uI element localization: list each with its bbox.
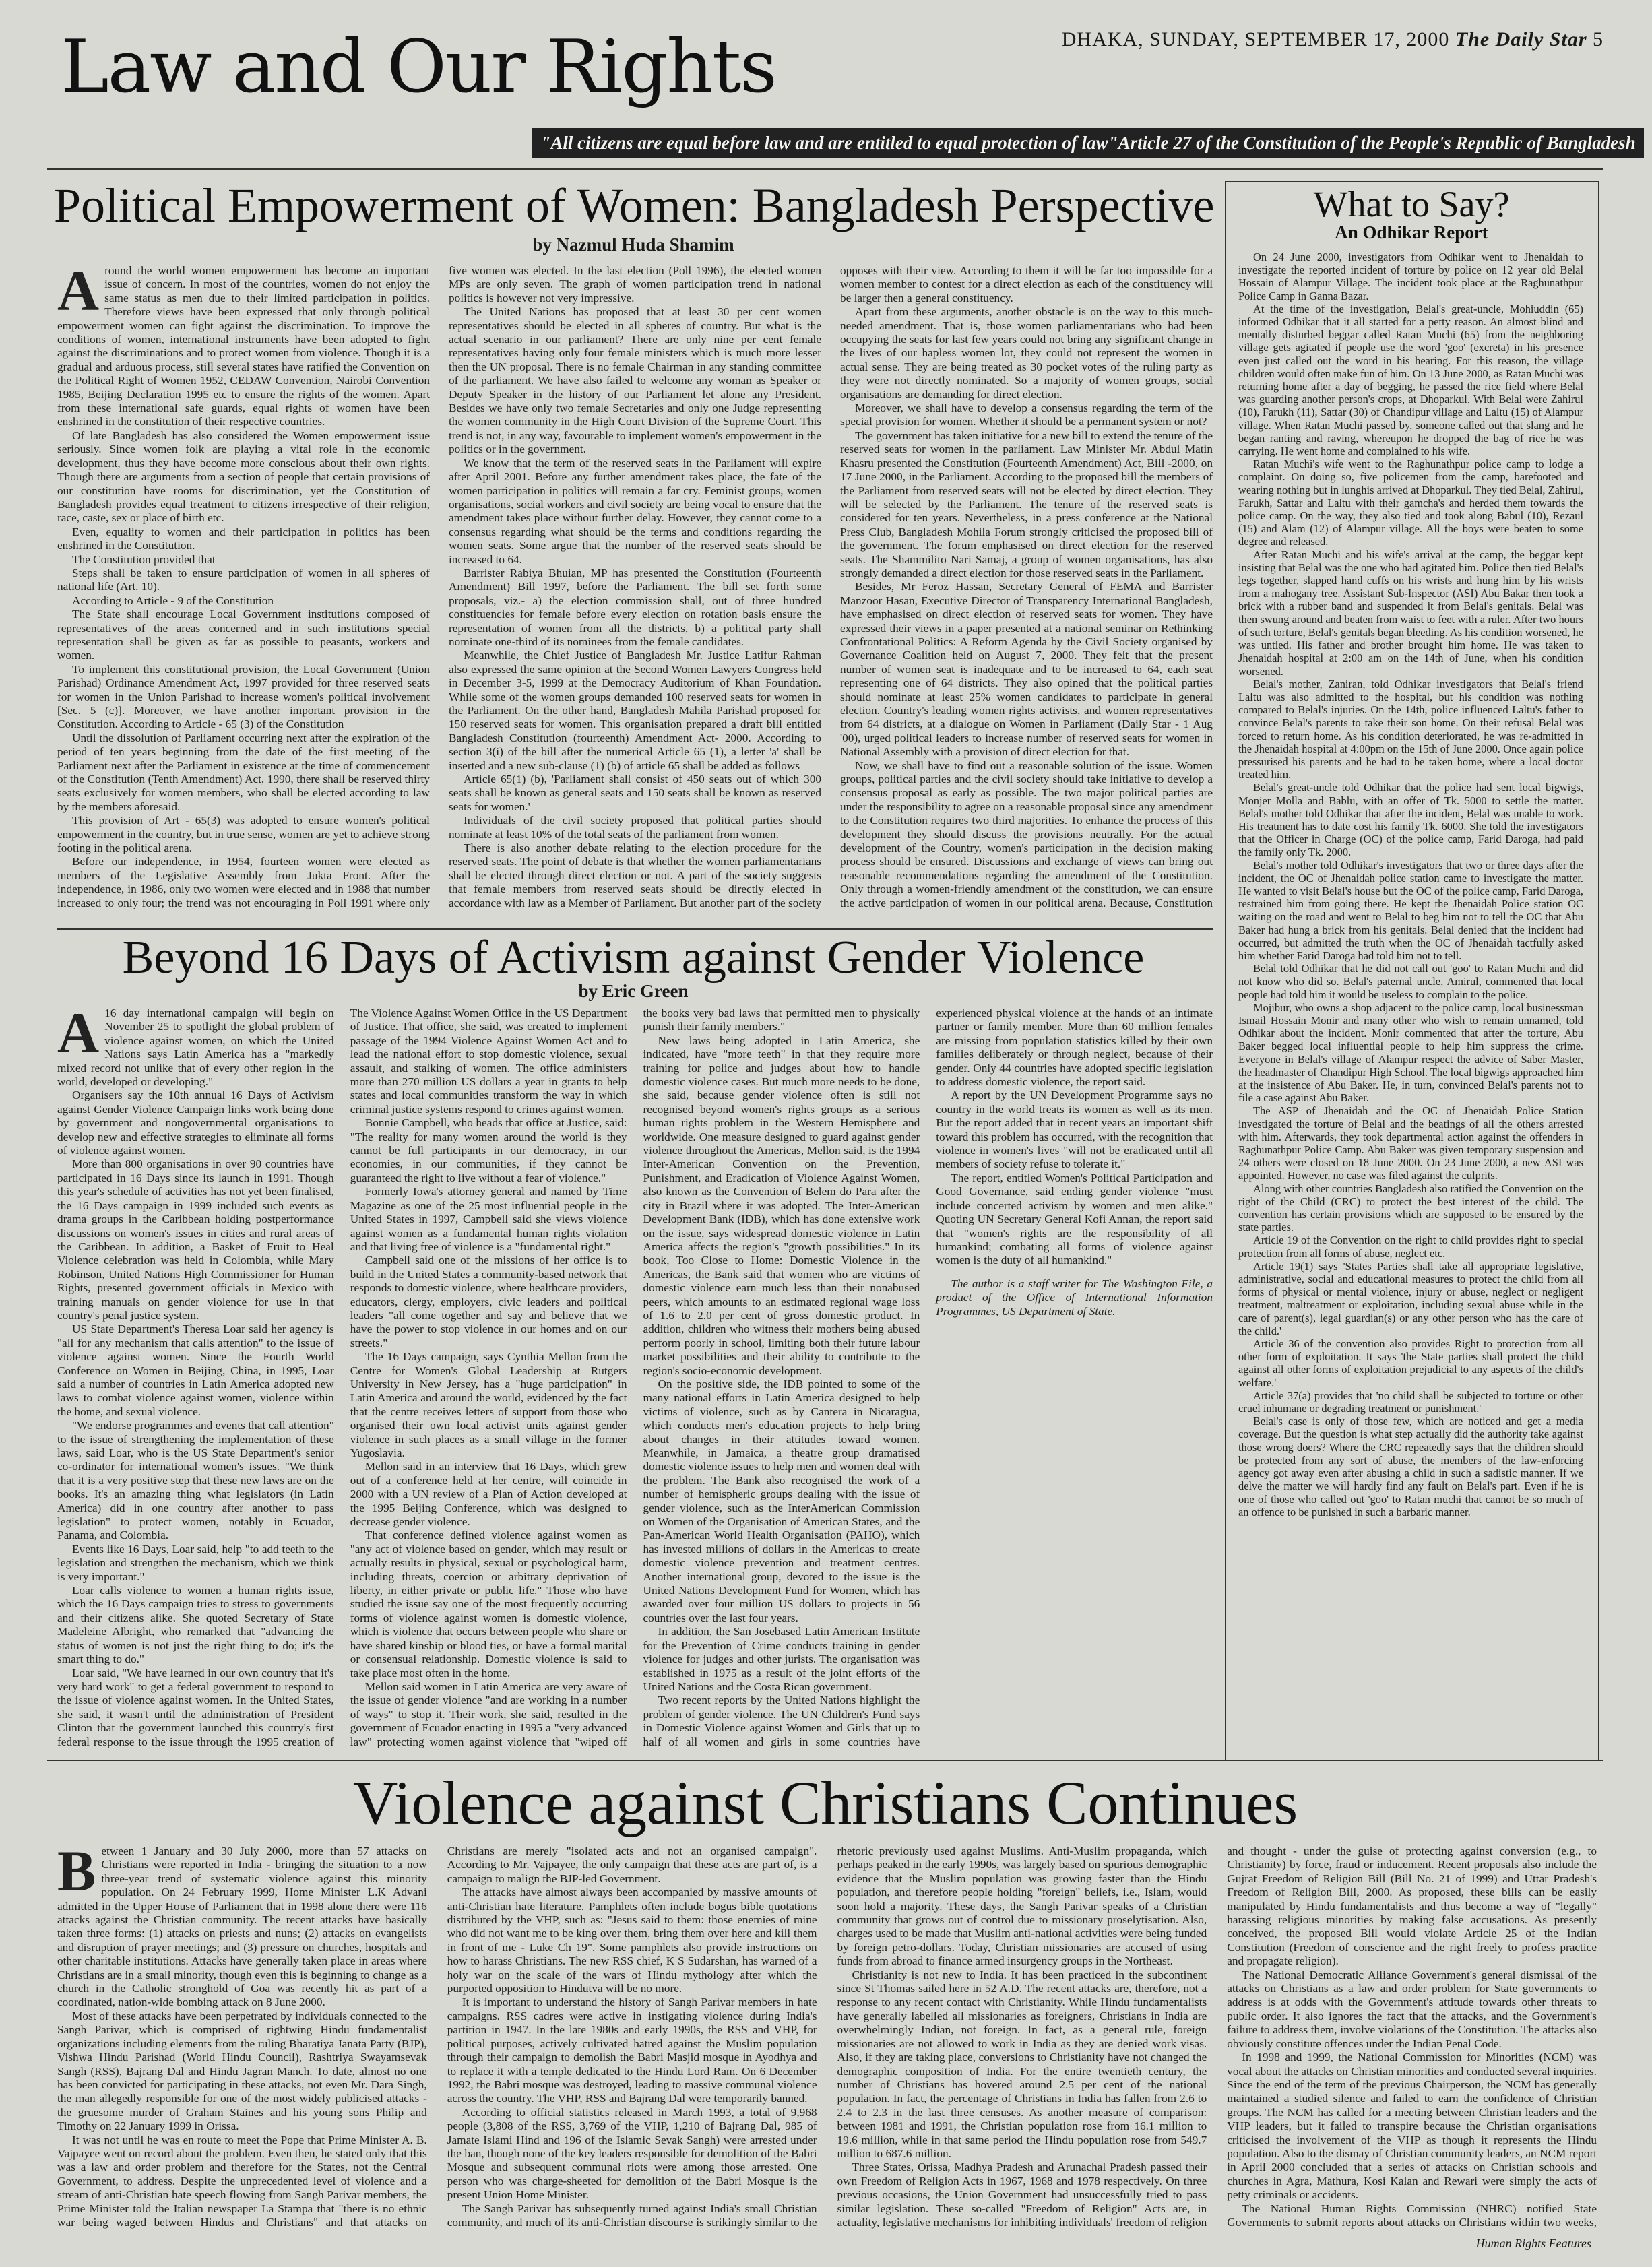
sidebar-paragraph-text: At the time of the investigation, Belal's great-uncle, Mohiuddin (65) informed Odhikar that it all started for a petty reason. An almost blind and mentally disturbed beggar called Ratan Muchi (65) from the neighboring village gets agitated if people use the word 'goo' (excreta) in his presence even just called out the word in his hearing. For this reason, the village children would often make fun of him. On 13 June 2000, as Ratan Muchi was returning home after a day of begging, he passed the rice field where Belal was guarding another person's crops, at Dhoparkul. With Belal were Zahirul (10), Farukh (11), Sattar (30) of Chandipur village and Laltu (15) of Alampur village. When Ratan Muchi passed by, someone called out that slang and he began ranting and raving, whereupon he dropped the bag of rice he was carrying. He went home and complained to his wife. (1238, 302, 1583, 458)
sidebar-paragraph (1238, 457, 1583, 548)
article1-paragraph (449, 773, 821, 814)
article1-paragraph-text: Even, equality to women and their participation in politics has been enshrined in the Constitution. (57, 525, 430, 552)
paper-name: The Daily Star (1455, 28, 1587, 51)
sidebar-paragraph-text: Article 19 of the Convention on the right to child provides right to special protection from all forms of abuse, neglect etc. (1238, 1234, 1583, 1260)
sidebar-paragraph (1238, 1389, 1583, 1415)
masthead-rule (47, 168, 1603, 170)
sidebar-paragraph (1238, 1337, 1583, 1389)
sidebar-paragraph-text: Belal's case is only of those few, which are noticed and get a media coverage. But the question is what step actually did the authority take against those wrong doers? Where the CRC repeatedly says that the children should be protected from any sort of abuse, the members of the law-enforcing agency got away even after abusing a child in such a sadistic manner. If we delve the matter we will hardly find any fault on Belal's part. Even if he is one of those who called out 'goo' to Ratan muchi that cannot be so much of an offence to be punished in such a barbaric manner. (1238, 1415, 1583, 1519)
article2-paragraph-text: In addition, the San Josebased Latin American Institute for the Prevention of Crime conducts training in gender violence for judges and other jurists. The organisation was established in 1975 as a result of the joint efforts of the United Nations and the Costa Rican government. (643, 1625, 920, 1693)
article1-paragraph-text: Besides, Mr Feroz Hassan, Secretary General of FEMA and Barrister Manzoor Hasan, Executive Director of Transparency International Bangladesh, have emphasised on direct election of reserved seats for women. They have expressed their views in a paper presented at a national seminar on Rethinking Confrontational Politics: A Reform Agenda by the Civil Society organised by Governance Coalition held on August 7, 2000. They felt that the present number of women seat is inadequate and to be increased to 64, each seat representing one of 64 districts. They also opined that the political parties should nominate at least 25% women candidates to participate in general election. Country's leading women rights activists, and women representatives from 64 districts, at a dialogue on Women in Parliament (Daily Star - 1 Aug '00), urged political leaders to increase number of reserved seats for women in National Assembly with a provision of direct election for that. (840, 580, 1213, 759)
article1-paragraph (449, 649, 821, 773)
article3-paragraph (447, 1995, 817, 2105)
dateline (1062, 28, 1603, 51)
article1-paragraph (57, 567, 430, 594)
article3-paragraph-text: Most of these attacks have been perpetrated by individuals connected to the Sangh Parivar, which is comprised of rightwing Hindu fundamentalist organizations including elements from the ruling Bharatiya Janata Party (BJP), Vishwa Hindu Parishad (World Hindu Council), Rashtriya Swayamsevak Sangh (RSS), Bajrang Dal and Hindu Jagran Manch. To date, almost no one has been convicted for participating in these attacks, not even Mr. Dara Singh, the man allegedly responsible for one of the most widely publicised attacks - the gruesome murder of Graham Staines and his young sons Philip and Timothy on 22 January 1999 in Orissa. (57, 2009, 427, 2133)
sidebar-paragraph-text: Mojibur, who owns a shop adjacent to the police camp, local businessman Ismail Hossain Monir and many other who wish to remain unnamed, told Odhikar about the incident. Monir commented that after the torture, Abu Baker begged local influential people to help him suppress the crime. Everyone in Belal's village of Alampur respect the advice of Saber Master, the headmaster of Chandipur High School. The local bigwigs approached him at the insistence of Abu Baker. He, in turn, convinced Belal's parents not to file a case against Abu Baker. (1238, 1000, 1583, 1105)
article2-paragraph (57, 1322, 334, 1419)
article2-paragraph-text: The report, entitled Women's Political Participation and Good Governance, said ending gender violence "must include concerted activism by women and men alike." Quoting UN Secretary General Kofi Annan, the report said that "women's rights are the responsibility of all humankind; combating all forms of violence against women is the duty of all humankind." (936, 1171, 1213, 1267)
dateline-date: DHAKA, SUNDAY, SEPTEMBER 17, 2000 (1061, 28, 1450, 51)
article1-paragraph-text: Of late Bangladesh has also considered the Women empowerment issue seriously. Since women folk are playing a vital role in the economic development, thus they have become more conscious about their own rights. Though there are arguments from a section of people that certain provisions of our constitution have rooms for discrimination, yet the Constitution of Bangladesh provides equal treatment to citizens irrespective of their religion, race, caste, sex or place of birth etc. (57, 428, 430, 525)
article1-paragraph-text: Moreover, we shall have to develop a consensus regarding the term of the special provision for women. Whether it should be a permanent system or not? (840, 402, 1213, 428)
article2-paragraph-text: Events like 16 Days, Loar said, help "to add teeth to the legislation and strengthen the mechanism, which we think is very important." (57, 1542, 334, 1583)
article2-paragraph (643, 1034, 920, 1378)
article2-paragraph-text: That conference defined violence against women as "any act of violence based on gender, which may result or actually results in physical, sexual or psychological harm, including threats, coercion or arbitrary deprivation of liberty, in either private or public life." Those who have studied the issue say one of the most frequently occurring forms of violence against women is domestic violence, which is violence that occurs between people who share or have shared kinship or blood ties, or have a formal marital or consensual relationship. Domestic violence is said to take place most often in the home. (350, 1529, 627, 1680)
article1-paragraph-text: The Constitution provided that (72, 552, 216, 566)
article1-paragraph (57, 525, 430, 553)
article1-paragraph (57, 264, 430, 429)
article2-paragraph (643, 1625, 920, 1694)
article2-paragraph-text: Loar said, "We have learned in our own country that it's very hard work" to get a federal government to respond to the issue of violence against women. In the United States, she said, it wasn't until the administration of President Clinton that the government launched this country's first federal response to the issue through the 1995 creation of The Violence Against Women Office in the US Department of Justice. That office, she said, was created to implement passage of the 1994 Violence Against Women Act and to lead the national effort to stop domestic violence, sexual assault, and stalking of women. The office administers more than 270 million US dollars a year in grants to help states and local communities transform the way in which criminal justice systems respond to crimes against women. (57, 1007, 627, 1748)
sidebar-paragraph (1238, 548, 1583, 678)
article2-paragraph-text: Mellon said in an interview that 16 Days, which grew out of a conference held at her centre, will coincide in 2000 with a UN review of a Plan of Action developed at the 1995 Beijing Conference, which was designed to decrease gender violence. (350, 1460, 627, 1529)
sidebar-paragraph-text: Article 36 of the convention also provides Right to protection from all other form of exploitation. It says 'the State parties shall protect the child against all other forms of exploitation prejudicial to any aspects of the child's welfare.' (1238, 1337, 1583, 1389)
sidebar-paragraph (1238, 302, 1583, 457)
article2-paragraph-text: Two recent reports by the United Nations highlight the problem of gender violence. The UN Children's Fund says in Domestic Violence against Women and Girls that up to half of all women and girls in some countries have experienced physical violence at the hands of an intimate partner or family member. More than 60 million females are missing from population statistics killed by their own families deliberately or through neglect, because of their gender. Only 44 countries have adopted specific legislation to address domestic violence, the report said. (643, 1007, 1213, 1748)
article2-paragraph-text: New laws being adopted in Latin America, she indicated, have "more teeth" in that they require more training for police and judges about how to handle domestic violence cases. But much more needs to be done, she said, because gender violence often is still not recognised beyond women's rights groups as a serious human rights problem in the Western Hemisphere and worldwide. One measure designed to guard against gender violence throughout the Americas, Mellon said, is the 1994 Inter-American Convention on the Prevention, Punishment, and Eradication of Violence Against Women, also known as the Convention of Belem do Para after the city in Brazil where it was adopted. The Inter-American Development Bank (IDB), which has done extensive work on the issue, says widespread domestic violence in Latin America affects the region's "growth possibilities." In its book, Too Close to Home: Domestic Violence in the Americas, the Bank said that women who are victims of domestic violence earn much less than their nonabused peers, which amounts to an estimated regional wage loss of 1.6 to 2.0 per cent of gross domestic product. In addition, children who witness their mothers being abused perform poorly in school, limiting both their future labour market possibilities and their ability to contribute to the region's socio-economic development. (643, 1033, 920, 1377)
article3-body (57, 1845, 1597, 2232)
article2-paragraph-text: Bonnie Campbell, who heads that office at Justice, said: "The reality for many women around the world is they cannot be full participants in our democracy, in our economies, in our communities, if they cannot be guaranteed the right to live without a fear of violence." (350, 1116, 627, 1184)
section-title: Law and Our Rights (61, 25, 776, 109)
article1-paragraph (449, 567, 821, 649)
article3-paragraph-text: The Sangh Parivar has subsequently turned against India's small Christian community, and much of its anti-Christian discourse is strikingly similar to the rhetoric previously used against Muslims. Anti-Muslim propaganda, which perhaps peaked in the early 1990s, was largely based on spurious demographic evidence that the Muslim population was growing faster than the Hindu population, and therefore people holding "foreign" beliefs, i.e., Islam, would soon hold a majority. These days, the Sangh Parivar speaks of a Christian community that grows out of control due to missionary proselytisation. Also, charges used to be made that Muslim anti-national activities were being funded by foreign petro-dollars. Today, Christian missionaries are accused of using funds from abroad to finance armed insurgency groups in the Northeast. (447, 1845, 1207, 2229)
article2-paragraph (350, 1185, 627, 1254)
article2-headline: Beyond 16 Days of Activism against Gender Violence (122, 932, 1145, 984)
sidebar-paragraph-text: The ASP of Jhenaidah and the OC of Jhenaidah Police Station investigated the torture of Belal and the beatings of all the others arrested with him. Afterwards, they took departmental action against the offenders in Raghunathpur Police Camp. Abu Baker was given temporary suspension and 24 others were closed on 18 June 2000. On 23 June 2000, a new ASI was appointed. However, no case was filed against the culprits. (1238, 1104, 1583, 1182)
sidebar-paragraph (1238, 1260, 1583, 1337)
sidebar-paragraph (1238, 1415, 1583, 1519)
article1-byline: by Nazmul Huda Shamim (532, 234, 734, 255)
article2-paragraph-text: Loar calls violence to women a human rights issue, which the 16 Days campaign tries to stress to governments and their citizens alike. She quoted Secretary of State Madeleine Albright, who remarked that "advancing the status of women is not just the right thing to do; it's the smart thing to do." (57, 1584, 334, 1666)
article2-paragraph-text: On the positive side, the IDB pointed to some of the many national efforts in Latin America designed to help victims of violence, such as by Cantera in Nicaragua, which conducts men's education projects to help bring about changes in their attitudes toward women. Meanwhile, in Jamaica, a theatre group dramatised domestic violence issues to help men and women deal with the problem. The Bank also recognised the work of a number of hemispheric groups dealing with the issue of gender violence, such as the InterAmerican Commission on Women of the Organisation of American States, and the Pan-American World Health Organisation (PAHO), which has invested millions of dollars in the Americas to create domestic violence prevention and treatment centres. Another international group, devoted to the issue is the United Nations Development Fund for Women, which has awarded over four million US dollars to projects in 56 countries over the last four years. (643, 1377, 920, 1624)
article1-paragraph-text: The United Nations has proposed that at least 30 per cent women representatives should be elected in all spheres of country. But what is the actual scenario in our parliament? There are only nine per cent female representatives having only four female ministers which is much more lesser then the UN proposal. There is no female Chairman in any standing committee of the parliament. We have also failed to welcome any woman as Speaker or Deputy Speaker in the history of our Parliament let alone any President. Besides we have only two female Secretaries and only one Judge representing the women community in the High Court Division of the Supreme Court. This trend is not, in any way, favourable to implement women's empowerment in the politics or in the government. (449, 305, 821, 456)
article3-paragraph-text: The National Human Rights Commission (NHRC) notified State Governments to submit reports about attacks on Christians within two weeks, (1227, 2202, 1597, 2229)
article1-paragraph-text: The State shall encourage Local Government institutions composed of representatives of the areas concerned and in such institutions special representation shall be given as far as possible to peasants, workers and women. (57, 608, 430, 662)
article2-paragraph (57, 1089, 334, 1157)
article1-body (57, 264, 1213, 921)
sidebar-paragraph-text: Along with other countries Bangladesh also ratified the Convention on the right of the Child (CRC) to protect the best interest of the child. The convention has certain provisions which are supposed to be ensured by the state parties. (1238, 1182, 1583, 1234)
sidebar-paragraph-text: Belal's great-uncle told Odhikar that the police had sent local bigwigs, Monjer Molla and Bablu, with an offer of Tk. 5000 to settle the matter. Belal's mother told Odhikar that after the incident, Belal was unable to work. His treatment has to date cost his family Tk. 6000. She told the investigators that the Officer in Charge (OC) of the police camp, Farid Daroga, had paid the family only Tk. 2000. (1238, 781, 1583, 859)
article3-paragraph-text: Christianity is not new to India. It has been practiced in the subcontinent since St Thomas sailed here in 52 A.D. The recent attacks are, therefore, not a response to any recent contact with Christianity. While Hindu fundamentalists have generally labelled all missionaries as foreigners, Christians in India are overwhelmingly Indian, not foreign. In fact, as a general rule, foreign missionaries are not allowed to work in India as they are denied work visas. Also, if they are taking place, conversions to Christianity have not changed the demographic composition of India. For the entire twentieth century, the number of Christians has hovered around 2.5 per cent of the national population. In fact, the percentage of Christians in India has fallen from 2.6 to 2.4 to 2.3 in the last three censuses. As another measure of comparison: between 1981 and 1991, the Christian population rose from 16.1 million to 19.6 million, while in that same period the Hindu population rose from 549.7 million to 687.6 million. (837, 1968, 1207, 2160)
article3-headline: Violence against Christians Continues (352, 1768, 1298, 1837)
sidebar-paragraph-text: Ratan Muchi's wife went to the Raghunathpur police camp to lodge a complaint. On doing so, five policemen from the camp, barefooted and wearing nothing but in lunghis arrived at Dhoparkul. They tied Belal, Zahirul, Farukh, Sattar and Laltu with their gamcha's and herded them towards the police camp. On the way, they also tied and took along Babul (10), Rezaul (15) and Alam (12) of Alampur village. All the boys were beaten to some degree and released. (1238, 457, 1583, 548)
sidebar-paragraph-text: Belal's mother told Odhikar's investigators that two or three days after the incident, the OC of Jhenaidah police station came to investigate the matter. He wanted to visit Belal's house but the OC of the police camp, Farid Daroga, restrained him from going there. He kept the Jhenaidah Police station OC waiting on the road and went to Belal to beg him not to tell the OC that Abu Baker had hung a brick from his genitals. Belal denied that the incident had occurred, but admitted the truth when the OC of Jhenaidah tactfully asked him whether Farid Daroga had told him not to tell. (1238, 858, 1583, 962)
article1-paragraph-text: The government has taken initiative for a new bill to extend the tenure of the reserved seats for women in the parliament. Law Minister Mr. Abdul Matin Khasru presented the Constitution (Fourteenth Amendment) Act, Bill -2000, on 17 June 2000, in the Parliament. According to the proposed bill the members of the Parliament from reserved seats will not be elected by direct election. They will be selected by the Parliament. The tenure of the reserved seats is considered for ten years. Nevertheless, in a press conference at the National Press Club, Bangladesh Mohila Forum strongly criticised the proposed bill of the government. The forum emphasised on direct election for the reserved seats. The Shammilito Nari Samaj, a group of women organisations, has also strongly demanded a direct election for those reserved seats in the Parliament. (840, 428, 1213, 579)
article1-paragraph-text: Steps shall be taken to ensure participation of women in all spheres of national life (Art. 10). (57, 566, 430, 594)
article1-paragraph (840, 429, 1213, 580)
article1-paragraph (840, 402, 1213, 429)
article3-paragraph (447, 2106, 817, 2202)
article1-paragraph (449, 457, 821, 567)
article3-paragraph-text: It was not until he was en route to meet the Pope that Prime Minister A. B. Vajpayee went on record about the problem. Even then, he stated only that this was a law and order problem and therefore for the States, not the Central Government, to address. Despite the unprecedented level of violence and a stream of anti-Christian hate speech flowing from Sangh Parivar members, the Prime Minister told the Italian newspaper La Stampa that "there is no ethnic war being waged between Hindus and Christians" and that attacks on Christians are merely "isolated acts and not an organised campaign". According to Mr. Vajpayee, the only campaign that these acts are part of, is a campaign to malign the BJP-led Government. (57, 1845, 817, 2229)
article3-paragraph (837, 1969, 1207, 2161)
article1-paragraph-text: Until the dissolution of Parliament occurring next after the expiration of the period of ten years beginning from the date of the first meeting of the Parliament next after the Parliament in existence at the time of commencement of the Constitution (Tenth Amendment) Act, 1990, there shall be reserved thirty seats exclusively for women members, who shall be elected according to law by the members aforesaid. (57, 731, 430, 813)
sidebar-paragraph-text: After Ratan Muchi and his wife's arrival at the camp, the beggar kept insisting that Belal was the one who had agitated him. Police then tied Belal's legs together, slapped hand cuffs on his wrists and hung him by his wrists from a mahogany tree. Assistant Sub-Inspector (ASI) Abu Bakar then took a brick with a rubber band and suspended it from Belal's genitals. Belal was then swung around and beaten from waist to feet with a ruler. After two hours of such torture, Belal's genitals began bleeding. As his condition worsened, he was untied. His father and brother brought him home. He was taken to Jhenaidah hospital at 2:00 am on the 14th of June, when his condition worsened. (1238, 548, 1583, 678)
sidebar-headline: What to Say? (1313, 184, 1510, 224)
article2-paragraph-text: "We endorse programmes and events that call attention" to the issue of strengthening the implementation of these laws, said Loar, who is the US State Department's senior co-ordinator for international women's issues. "We think that it is a very positive step that these new laws are on the books. It's an amazing thing what legislators (in Latin America) did in one country after another to pass legislation" to protect women, notably in Ecuador, Panama, and Colombia. (57, 1419, 334, 1542)
article2-paragraph-text: US State Department's Theresa Loar said her agency is "all for any mechanism that calls attention" to the issue of violence against women. Since the Fourth World Conference on Women in Beijing, China, in 1995, Loar said a number of countries in Latin America adopted new laws to combat violence against women, violence within the home, and sexual violence. (57, 1322, 334, 1418)
article3-paragraph (57, 2010, 427, 2134)
article2-paragraph (57, 1419, 334, 1543)
article3-paragraph-text: It is important to understand the history of Sangh Parivar members in hate campaigns. RSS cadres were active in instigating violence during India's partition in 1947. In the late 1980s and early 1990s, the RSS and VHP, for political purposes, actively cultivated hatred against the Muslim population through their campaign to demolish the Babri Masjid mosque in Ayodhya and to replace it with a temple dedicated to the Hindu Lord Ram. On 6 December 1992, the Babri mosque was destroyed, leading to massive communal violence across the country. The VHP, RSS and Bajrang Dal were temporarily banned. (447, 1995, 817, 2105)
sidebar-paragraph-text: Article 19(1) says 'States Parties shall take all appropriate legislative, administrative, social and educational measures to protect the child from all forms of physical or mental violence, injury or abuse, neglect or negligent treatment, maltreatment or exploitation, including sexual abuse while in the care of parent(s), legal guardian(s) or any other person who has the care of the child.' (1238, 1259, 1583, 1337)
article2-paragraph (936, 1172, 1213, 1268)
article2-paragraph-text: 16 day international campaign will begin on November 25 to spotlight the global problem of violence against women, on which the United Nations says Latin America has a "markedly mixed record not unlike that of every other region in the world, developed or developing." (57, 1007, 334, 1089)
sidebar-paragraph (1238, 781, 1583, 858)
article1-paragraph (57, 429, 430, 525)
article1-paragraph (57, 663, 430, 732)
sidebar-paragraph (1238, 251, 1583, 302)
sidebar-paragraph (1238, 962, 1583, 1001)
article1-paragraph-text: Now, we shall have to find out a reasonable solution of the issue. Women groups, political parties and the civil society should take initiative to develop a consensus proposal as early as possible. The two major political parties are under the responsibility to agree on a reasonable proposal since any amendment to the Constitution requires two third majorities. To enhance the process of this development they should discuss the provisions neutrally. For the actual development of the Country, women's participation in the decision making process should be ensured. Discussions and exchange of views can bring out reasonable recommendations regarding the amendment of the Constitution. Only through a women-friendly amendment of the constitution, we can ensure the active participation of women in our political arena. Because, Constitution (840, 759, 1213, 909)
article2-paragraph (350, 1529, 627, 1680)
article3-paragraph-text: The attacks have almost always been accompanied by massive amounts of anti-Christian hate literature. Pamphlets often include bogus bible quotations distributed by the VHP, such as: "Jesus said to them: those enemies of mine who did not want me to be king over them, bring them over here and kill them in front of me - Luke Ch 19". Some pamphlets also provide instructions on how to harass Christians. The new RSS chief, K S Sudarshan, has warned of a holy war on the scale of the wars of Hindu mythology after which the purported opposition to Hindutva will be no more. (447, 1886, 817, 1995)
article1-paragraph (449, 814, 821, 841)
article2-paragraph (57, 1007, 334, 1089)
article3-paragraph (1227, 1969, 1597, 2051)
article1-headline: Political Empowerment of Women: Bangladesh Perspective (54, 179, 1215, 232)
article2-paragraph (350, 1460, 627, 1529)
article1-paragraph-text: Article 65(1) (b), 'Parliament shall consist of 450 seats out of which 300 seats shall be known as general seats and 150 seats shall be known as reserved seats for women.' (449, 773, 821, 813)
article1-paragraph (57, 814, 430, 855)
article2-paragraph (350, 1116, 627, 1185)
article2-credit: The author is a staff writer for The Washington File, a product of the Office of International Information Programmes, US Department of State. (936, 1277, 1213, 1318)
sidebar-paragraph (1238, 1234, 1583, 1259)
sidebar-paragraph-text: Belal's mother, Zaniran, told Odhikar investigators that Belal's friend Laltu was also admitted to the hospital, but his condition was nothing compared to Belal's injuries. On the 14th, police influenced Laltu's father to convince Belal's parents to take their son home. On their refusal Belal was forced to return home. As his condition deteriorated, he was re-admitted in the Jhenaidah hospital at 4:00pm on the 15th of June 2000. Once again police pressurised his parents and he had to be taken home, where a local doctor treated him. (1238, 677, 1583, 781)
article2-paragraph (57, 1584, 334, 1666)
article2-byline: by Eric Green (578, 981, 689, 1001)
article2-paragraph-text: The 16 Days campaign, says Cynthia Mellon from the Centre for Women's Global Leadership at Rutgers University in New Jersey, has a "huge participation" in Latin America and around the world, evidenced by the fact that the centre receives letters of support from those who organised their own local activist units against gender violence in such places as a small village in the former Yugoslavia. (350, 1350, 627, 1459)
article1-paragraph (840, 580, 1213, 759)
sidebar-paragraph-text: Article 37(a) provides that 'no child shall be subjected to torture or other cruel inhumane or degrading treatment or punishment.' (1238, 1388, 1583, 1415)
article1-paragraph-text: Before our independence, in 1954, fourteen women were elected as members of the Legislative Assembly from Jukta Front. After the independence, in 1986, only two women were elected and in 1988 that number increased to only four; the trend was not encouraging in Poll 1991 where only five women was elected. In the last election (Poll 1996), the elected women MPs are only seven. The graph of women participation trend in national politics is however not very impressive. (57, 264, 821, 909)
article3-paragraph (57, 1845, 427, 2010)
article1-paragraph (57, 594, 430, 608)
article1-paragraph-text: round the world women empowerment has become an important issue of concern. In most of the countries, women do not enjoy the same status as men due to their limited participation in politics. Therefore views have been expressed that only through political empowerment women can fight against the discrimination. To improve the conditions of women, international instruments have been adopted to fight against the discriminations and to protect women from violence. Though it is a gradual and arduous process, still several states have ratified the Convention on the Political Right of Women 1952, CEDAW Convention, Nairobi Convention 1985, Beijing Declaration 1995 etc to ensure the rights of the women. Apart from these international safe guards, equal rights of women have been enshrined in the constitution of their respective countries. (57, 264, 430, 428)
article1-paragraph (840, 305, 1213, 402)
article2-body (57, 1007, 1213, 1749)
sidebar-paragraph (1238, 678, 1583, 781)
sidebar-body (1238, 251, 1583, 1750)
article1-paragraph (57, 608, 430, 663)
constitution-motto: "All citizens are equal before law and are entitled to equal protection of law"Article 27 of the Constitution of the People's Republic of Bangladesh (532, 128, 1644, 158)
article2-dropcap: A (57, 1007, 100, 1065)
article1-paragraph-text: Individuals of the civil society proposed that political parties should nominate at least 10% of the total seats of the parliament from women. (449, 814, 821, 841)
article2-paragraph (350, 1254, 627, 1350)
article2-rule (47, 1760, 1603, 1761)
sidebar-paragraph-text: Belal told Odhikar that he did not call out 'goo' to Ratan Muchi and did not know who did so. Belal's paternal uncle, Amirul, commented that local people had told him it would be useless to complain to the police. (1238, 962, 1583, 1001)
article1-dropcap: A (57, 264, 100, 323)
article2-paragraph (57, 1543, 334, 1584)
article1-paragraph-text: Meanwhile, the Chief Justice of Bangladesh Mr. Justice Latifur Rahman also expressed the same opinion at the Second Women Lawyers Congress held in December 3-5, 1999 at the Democracy Auditorium of Khan Foundation. While some of the women groups demanded 100 reserved seats for women in the Parliament. On the other hand, Bangladesh Mahila Parishad proposed for 150 reserved seats for women. This organisation prepared a draft bill entitled Bangladesh Constitution (fourteenth) Amendment Act- 2000. According to section 3(i) of the bill after the numerical Article 65 (1), a letter 'a' shall be inserted and a new sub-clause (1) (b) of article 65 shall be added as follows (449, 649, 821, 772)
article2-paragraph-text: Campbell said one of the missions of her office is to build in the United States a community-based network that responds to domestic violence, where healthcare providers, educators, clergy, employers, civic leaders and political leaders "all come together and say and believe that we have the power to stop violence in our homes and on our streets." (350, 1254, 627, 1349)
article3-paragraph (1227, 2051, 1597, 2202)
sidebar-subhead: An Odhikar Report (1335, 222, 1488, 243)
article1-paragraph-text: There is also another debate relating to the election procedure for the reserved seats. The point of debate is that whether the women parliamentarians shall be elected through direct election or not. A part of the society suggests that female members from reserved seats should be directly elected in accordance with law as a Member of Parliament. But another part of the society opposes with their view. According to them it will be far too impossible for a women member to contest for a direct election as each of the constituency will be larger then a general constituency. (449, 264, 1213, 909)
article1-paragraph (57, 553, 430, 567)
article2-paragraph (350, 1350, 627, 1460)
page-number: 5 (1593, 28, 1603, 51)
article2-paragraph-text: More than 800 organisations in over 90 countries have participated in 16 Days since its launch in 1991. Though this year's schedule of activities has not yet been finalised, the 16 Days campaign in 1999 included such events as drama groups in the Caribbean holding postperformance discussions on women's issues in cities and rural areas of the Caribbean. In addition, a Basket of Fruit to Heal Violence celebration was held in Colombia, while Mary Robinson, United Nations High Commissioner for Human Rights, presented government officials in Mexico with training manuals on gender violence for use in that country's penal justice system. (57, 1157, 334, 1322)
sidebar-paragraph-text: On 24 June 2000, investigators from Odhikar went to Jhenaidah to investigate the reported incident of torture by police on 12 year old Belal Hossain of Alampur Village. The incident took place at the Raghunathpur Police Camp in Ganna Bazar. (1238, 251, 1583, 302)
article1-paragraph-text: We know that the term of the reserved seats in the Parliament will expire after April 2001. Before any further amendment takes place, the fate of the women participation in politics will remain a far cry. Feminist groups, women organisations, social workers and civil society are being vocal to ensure that the amendment takes place without further delay. However, they cannot come to a consensus regarding what should be the terms and conditions regarding the women seats. Some argue that the number of the reserved seats should be increased to 64. (449, 456, 821, 566)
article1-paragraph-text: Barrister Rabiya Bhuian, MP has presented the Constitution (Fourteenth Amendment) Bill 1997, before the Parliament. The bill set forth some proposals, viz.- a) the election commission shall, out of three hundred constituencies for female before every election on rotation basis ensure the representation of women from all the districts, b) a political party shall nominate one-third of its nominees from the female candidates. (449, 566, 821, 648)
article1-paragraph (449, 305, 821, 456)
article1-paragraph-text: According to Article - 9 of the Constitution (72, 594, 274, 607)
article1-paragraph-text: To implement this constitutional provision, the Local Government (Union Parishad) Ordinance Amendment Act, 1997 provided for three reserved seats for women in the Union Parishad to increase women's political involvement [Sec. 5 (c)]. Moreover, we have another important provision in the Constitution. According to Article - 65 (3) of the Constitution (57, 662, 430, 731)
sidebar-paragraph (1238, 1104, 1583, 1182)
sidebar-paragraph (1238, 1182, 1583, 1234)
article1-paragraph-text: Apart from these arguments, another obstacle is on the way to this much-needed amendment. That is, those women parliamentarians who had been occupying the seats for last few years could not bring any significant change in the lives of our hapless women lot, they could not represent the women in actual sense. They are being treated as 30 pocket votes of the ruling party as they were not directly nominated. So a majority of women groups, social organisations are demanding for direct election. (840, 305, 1213, 401)
sidebar-paragraph (1238, 1001, 1583, 1105)
article1-paragraph (57, 732, 430, 814)
article1-paragraph-text: This provision of Art - 65(3) was adopted to ensure women's political empowerment in the country, but in true sense, women are yet to achieve strong footing in the political arena. (57, 814, 430, 855)
article3-paragraph-text: According to official statistics released in March 1993, a total of 9,968 people (3,808 of the RSS, 3,769 of the VHP, 1,210 of Bajrang Dal, 985 of Jamate Islami Hind and 196 of the Islamic Sevak Sangh) were arrested under the ban, though none of the key leaders responsible for demolition of the Babri Mosque and subsequent communal riots were among those arrested. One person who was charge-sheeted for demolition of the Babri Mosque is the present Union Home Minister. (447, 2105, 817, 2202)
article2-paragraph-text: Formerly Iowa's attorney general and named by Time Magazine as one of the 25 most influential people in the United States in 1997, Campbell said she views violence against women as a fundamental human rights violation and that living free of violence is a "fundamental right." (350, 1185, 627, 1253)
article3-paragraph-text: etween 1 January and 30 July 2000, more than 57 attacks on Christians were reported in India - bringing the situation to a now three-year trend of systematic violence against this minority population. On 24 February 1999, Home Minister L.K Advani admitted in the Upper House of Parliament that in 1998 alone there were 116 attacks against the Christian community. The recent attacks have basically taken three forms: (1) attacks on priests and nuns; (2) attacks on evangelists and disruption of prayer meetings; and (3) pressure on churches, hospitals and other charitable institutions. Attacks have generally taken place in areas where Christians are in a small minority, though even this is beginning to change as a church in the Catholic stronghold of Goa was recently hit as part of a coordinated, nation-wide bombing attack on 8 June 2000. (57, 1845, 427, 2009)
article2-paragraph (936, 1089, 1213, 1171)
sidebar-paragraph (1238, 859, 1583, 963)
article2-paragraph (643, 1378, 920, 1625)
article3-paragraph-text: The National Democratic Alliance Government's general dismissal of the attacks on Christians as a law and order problem for State governments to address is at odds with the Government's attitude towards other threats to public order. It also ignores the fact that the attacks, and the Government's failure to address them, involve violations of the Constitution. The attacks also obviously constitute offences under the Indian Penal Code. (1227, 1968, 1597, 2050)
article2-paragraph (57, 1157, 334, 1322)
article3-paragraph-text: In 1998 and 1999, the National Commission for Minorities (NCM) was vocal about the attacks on Christian minorities and conducted several inquiries. Since the end of the term of the previous Chairperson, the NCM has generally maintained a studied silence and failed to earn the confidence of Christian groups. The NCM has called for a meeting between Christian leaders and the VHP leaders, but it failed to transpire because the Christian organisations criticised the involvement of the VHP as though it represents the Hindu population. Also to the dismay of Christian community leaders, an NCM report in April 2000 concluded that a series of attacks on Christian schools and churches in Agra, Mathura, Kosi Kalan and Rewari were simply the acts of petty criminals or accidents. (1227, 2051, 1597, 2202)
article3-dropcap: B (57, 1845, 96, 1903)
article2-paragraph-text: A report by the UN Development Programme says no country in the world treats its women as well as its men. But the report added that in recent years an important shift toward this problem has occurred, with the recognition that violence in women's lives "will not be eradicated until all members of society refuse to tolerate it." (936, 1089, 1213, 1171)
article3-credit: Human Rights Features (1475, 2237, 1591, 2250)
article3-paragraph (447, 1886, 817, 1995)
masthead (47, 20, 1636, 172)
article2-paragraph-text: Organisers say the 10th annual 16 Days of Activism against Gender Violence Campaign links work being done by government and nongovernmental organisations to develop new and effective strategies to eliminate all forms of violence against women. (57, 1089, 334, 1157)
article3-paragraph-text: Three States, Orissa, Madhya Pradesh and Arunachal Pradesh passed their own Freedom of Religion Acts in 1967, 1968 and 1978 respectively. On three previous occasions, the Union Government had unsuccessfully tried to pass similar legislation. These so-called "Freedom of Religion" Acts are, in actuality, legislative mechanisms for inhibiting individuals' freedom of religion and thought - under the guise of protecting against conversion (e.g., to Christianity) by force, fraud or inducement. Recent proposals also include the Gujrat Freedom of Religion Bill (Bill No. 21 of 1999) and Uttar Pradesh's Freedom of Religion Bill, 2000. As proposed, these bills can be easily manipulated by Hindu fundamentalists and thus become a way of "legally" harassing religious minorities by making false accusations. As presently conceived, the proposed Bill would violate Article 25 of the Indian Constitution (Freedom of conscience and the right freely to profess practice and propagate religion). (837, 1845, 1597, 2229)
article2-paragraph-text: Mellon said women in Latin America are very aware of the issue of gender violence "and are working in a number of ways" to stop it. Their work, she said, resulted in the government of Ecuador enacting in 1995 a "very advanced law" protecting women against violence that "wiped off the books very bad laws that permitted men to physically punish their family members." (350, 1007, 920, 1748)
